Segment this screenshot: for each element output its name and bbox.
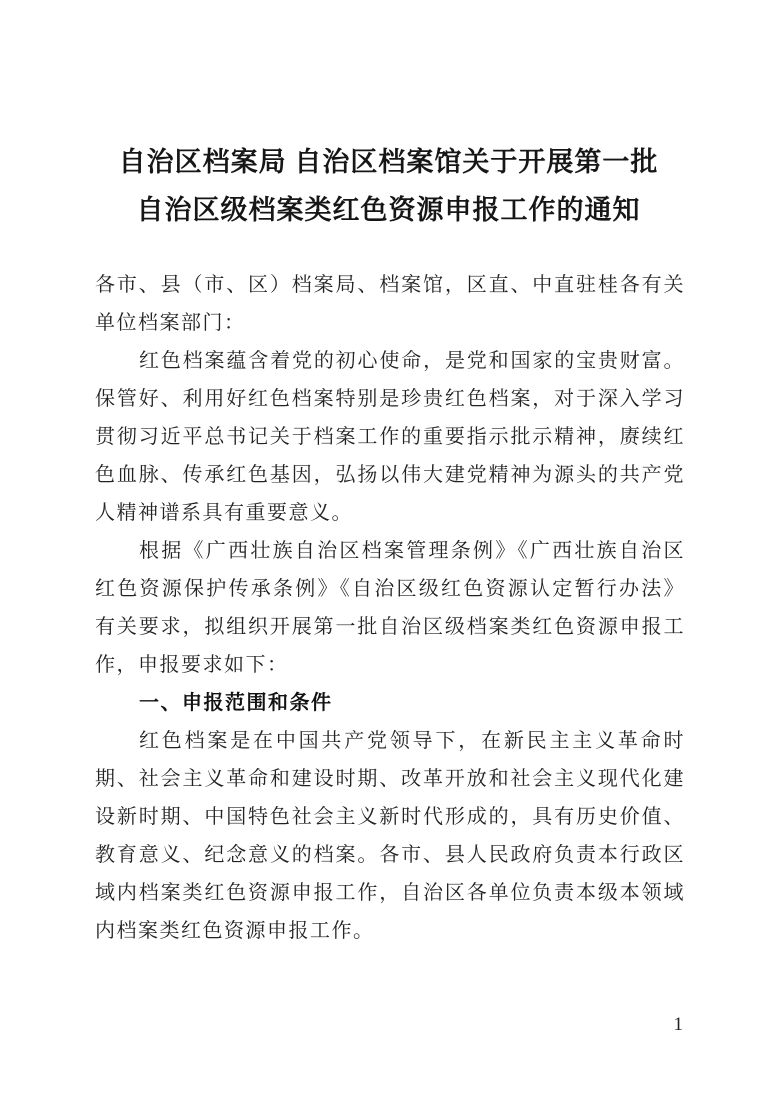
document-body <box>95 266 685 950</box>
paragraph-basis: 根据《广西壮族自治区档案管理条例》《广西壮族自治区红色资源保护传承条例》《自治区级红色资源认定暂行办法》有关要求，拟组织开展第一批自治区级档案类红色资源申报工作，申报要求如下： <box>95 540 685 676</box>
document-title-line-2: 自治区级档案类红色资源申报工作的通知 <box>136 195 641 225</box>
section-1-heading: 一、申报范围和条件 <box>139 692 333 714</box>
paragraph-significance: 红色档案蕴含着党的初心使命，是党和国家的宝贵财富。保管好、利用好红色档案特别是珍贵红色档案，对于深入学习贯彻习近平总书记关于档案工作的重要指示批示精神，赓续红色血脉、传承红色基因，弘扬以伟大建党精神为源头的共产党人精神谱系具有重要意义。 <box>95 350 685 524</box>
document-title-line-1: 自治区档案局 自治区档案馆关于开展第一批 <box>118 147 659 177</box>
salutation-paragraph: 各市、县（市、区）档案局、档案馆，区直、中直驻桂各有关单位档案部门： <box>95 274 685 334</box>
page-number: 1 <box>673 1014 683 1035</box>
document-title <box>60 138 717 234</box>
paragraph-scope: 红色档案是在中国共产党领导下，在新民主主义革命时期、社会主义革命和建设时期、改革开放和社会主义现代化建设新时期、中国特色社会主义新时代形成的，具有历史价值、教育意义、纪念意义的档案。各市、县人民政府负责本行政区域内档案类红色资源申报工作，自治区各单位负责本级本领域内档案类红色资源申报工作。 <box>95 730 685 942</box>
